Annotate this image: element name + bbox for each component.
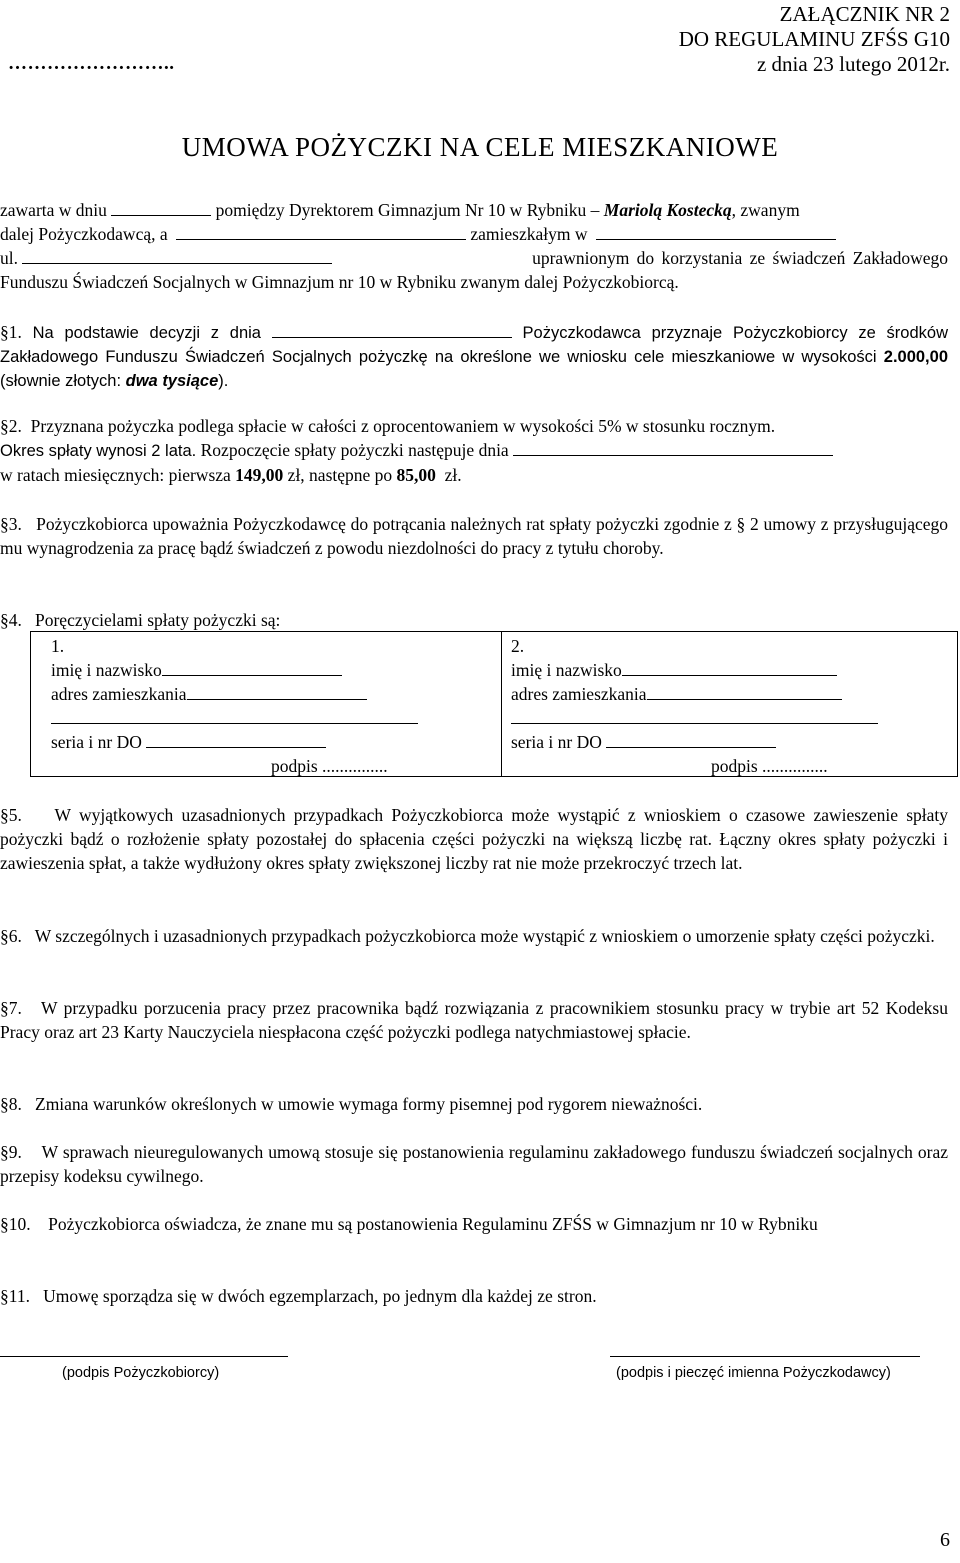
page-number: 6	[940, 1529, 950, 1551]
street-blank[interactable]	[22, 247, 332, 264]
guarantor-2-id-blank[interactable]	[606, 731, 776, 748]
place-dots: ……………………..	[8, 53, 175, 74]
borrower-city-blank[interactable]	[596, 223, 836, 240]
section-2: §2. Przyznana pożyczka podlega spłacie w całości z oprocentowaniem w wysokości 5% w stosunku rocznym. Okres spłaty wynosi 2 lata. Rozpoczęcie spłaty pożyczki następuje dnia w ratach miesięcznych: pierwsza 149,00 zł, następne po 85,00 zł.	[0, 414, 948, 487]
borrower-signature-label: (podpis Pożyczkobiorcy)	[62, 1365, 220, 1381]
guarantors-table	[30, 631, 958, 777]
annex-regulation: DO REGULAMINU ZFŚS G10	[678, 27, 950, 51]
section-4: §4. Poręczycielami spłaty pożyczki są:	[0, 610, 281, 630]
repayment-start-blank[interactable]	[513, 439, 833, 456]
lender-signature-line[interactable]	[610, 1356, 920, 1357]
guarantor-1-name-blank[interactable]	[162, 659, 342, 676]
guarantor-2-name-blank[interactable]	[622, 659, 837, 676]
decision-date-blank[interactable]	[272, 321, 512, 338]
section-1: §1. Na podstawie decyzji z dnia Pożyczkodawca przyznaje Pożyczkobiorcy ze środków Zakładowego Funduszu Świadczeń Socjalnych pożyczkę na określone we wniosku cele mieszkaniowe w wysokości 2.000,00 (słownie złotych: dwa tysiące).	[0, 322, 948, 390]
guarantor-1-address-blank[interactable]	[187, 683, 367, 700]
loan-amount: 2.000,00	[883, 348, 948, 366]
section-9: §9. W sprawach nieuregulowanych umową stosuje się postanowienia regulaminu zakładowego funduszu świadczeń socjalnych oraz przepisy kodeksu cywilnego.	[0, 1142, 948, 1186]
guarantor-1-id-blank[interactable]	[146, 731, 326, 748]
section-7: §7. W przypadku porzucenia pracy przez pracownika bądź rozwiązania z pracownikiem stosunku pracy w trybie art 52 Kodeksu Pracy oraz art 23 Karty Nauczyciela niespłacona część pożyczki podlega natychmiastowej spłacie.	[0, 998, 948, 1042]
section-8: §8. Zmiana warunków określonych w umowie wymaga formy pisemnej pod rygorem nieważności.	[0, 1094, 703, 1114]
annex-number: ZAŁĄCZNIK NR 2	[779, 2, 950, 26]
borrower-signature-line[interactable]	[0, 1356, 288, 1357]
guarantor-2-address-blank[interactable]	[647, 683, 842, 700]
annex-date: z dnia 23 lutego 2012r.	[756, 52, 950, 76]
amount-words: dwa tysiące	[125, 372, 219, 390]
table-divider	[501, 632, 502, 776]
borrower-name-blank[interactable]	[176, 223, 466, 240]
guarantor-2: 2. imię i nazwisko adres zamieszkania seria i nr DO podpis ...............	[511, 634, 951, 778]
director-name: Mariolą Kostecką	[603, 200, 732, 220]
section-11: §11. Umowę sporządza się w dwóch egzemplarzach, po jednym dla każdej ze stron.	[0, 1286, 597, 1306]
section-3: §3. Pożyczkobiorca upoważnia Pożyczkodawcę do potrącania należnych rat spłaty pożyczki zgodnie z § 2 umowy z przysługującego mu wynagrodzenia za pracę bądź świadczeń z powodu niezdolności do pracy z tytułu choroby.	[0, 514, 948, 558]
section-5: §5. W wyjątkowych uzasadnionych przypadkach Pożyczkobiorca może wystąpić z wnioskiem o czasowe zawieszenie spłaty pożyczki bądź o rozłożenie spłaty pozostałej do spłacenia części pożyczki na większą liczbę rat. Łączny okres spłaty pożyczki i zawieszenia spłat, a także wydłużony okres spłaty zwiększonej liczby rat nie może przekroczyć trzech lat.	[0, 805, 949, 873]
first-installment: 149,00	[235, 465, 284, 485]
next-installment: 85,00	[396, 465, 436, 485]
intro-paragraph: zawarta w dniu pomiędzy Dyrektorem Gimnazjum Nr 10 w Rybniku – Mariolą Kostecką, zwanym dalej Pożyczkodawcą, a zamieszkałym w ul. uprawnionym do korzystania ze świadczeń Zakładowego Funduszu Świadczeń Socjalnych w Gimnazjum nr 10 w Rybniku zwanym dalej Pożyczkobiorcą.	[0, 200, 948, 292]
guarantor-1-address2-blank[interactable]	[51, 707, 418, 724]
document-title: UMOWA POŻYCZKI NA CELE MIESZKANIOWE	[181, 132, 779, 162]
guarantor-2-address2-blank[interactable]	[511, 707, 878, 724]
date-blank[interactable]	[111, 199, 211, 216]
section-6: §6. W szczególnych i uzasadnionych przypadkach pożyczkobiorca może wystąpić z wnioskiem o umorzenie spłaty części pożyczki.	[0, 926, 935, 946]
section-10: §10. Pożyczkobiorca oświadcza, że znane mu są postanowienia Regulaminu ZFŚS w Gimnazjum nr 10 w Rybniku	[0, 1214, 818, 1234]
guarantor-1: 1. imię i nazwisko adres zamieszkania seria i nr DO podpis ...............	[51, 634, 471, 778]
lender-signature-label: (podpis i pieczęć imienna Pożyczkodawcy)	[616, 1365, 891, 1381]
annex-header	[679, 2, 950, 77]
